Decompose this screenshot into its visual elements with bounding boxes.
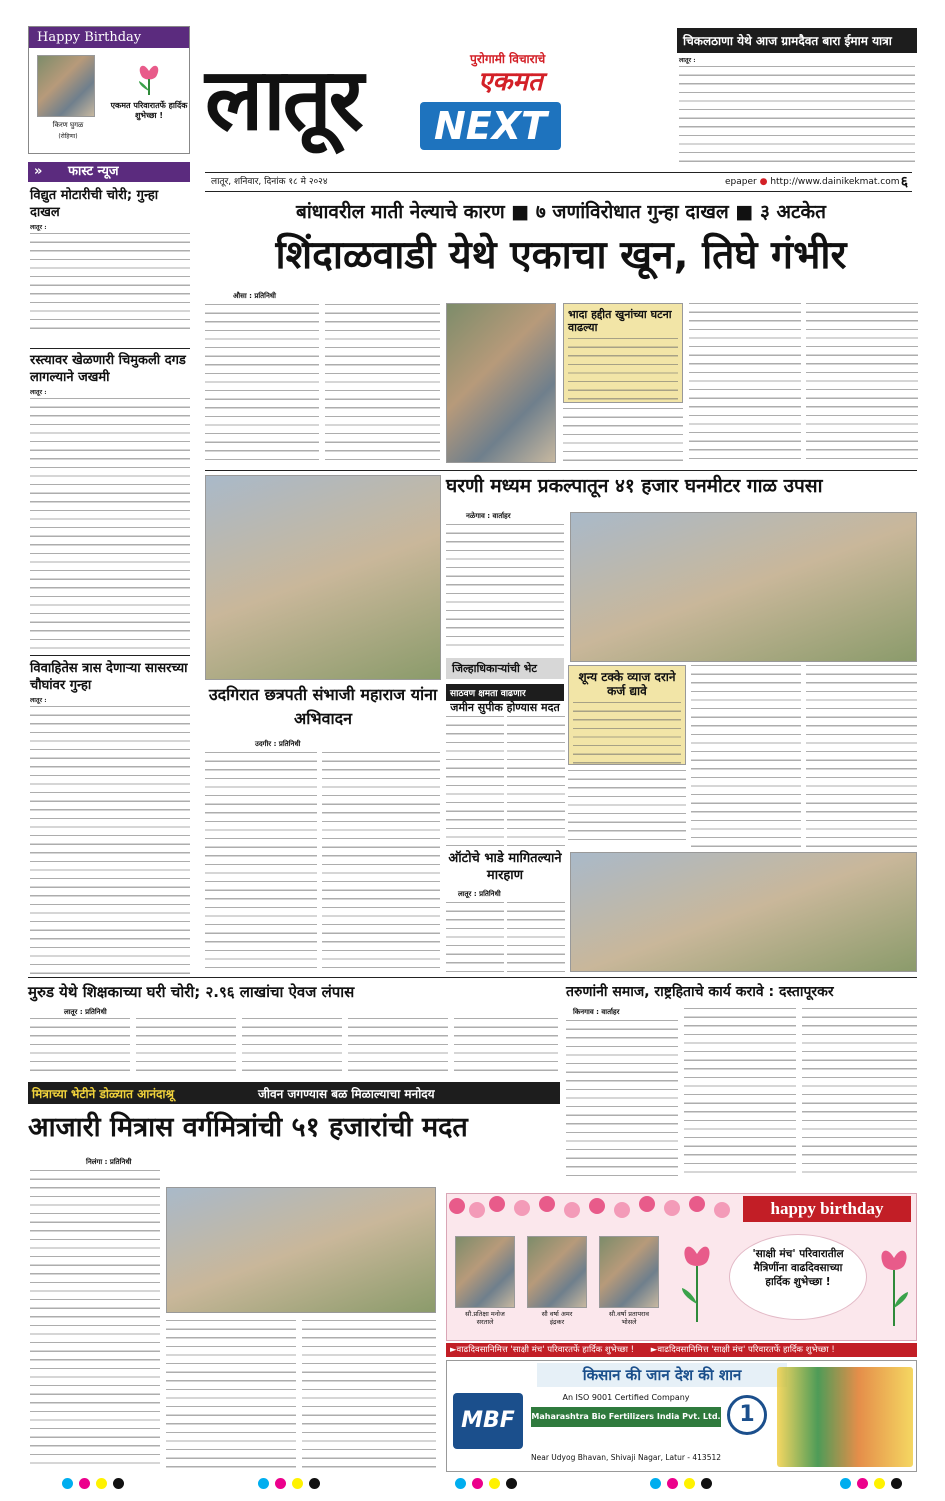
epaper-label: epaper ● http://www.dainikekmat.com [725, 177, 900, 187]
loan-box-headline: शून्य टक्के व्याज दराने कर्ज द्यावे [578, 670, 676, 698]
youth-body-col2 [684, 1008, 796, 1180]
murud-headline: मुरुड येथे शिक्षकाच्या घरी चोरी; २.९६ लाखांचा ऐवज लंपास [28, 983, 355, 1001]
registration-marks [840, 1478, 902, 1489]
yellow-dot [96, 1478, 107, 1489]
sambhaji-byline: उदगीर : प्रतिनिधी [255, 740, 301, 748]
side-box-headline: भादा हद्दीत खुनांच्या घटना वाढल्या [568, 308, 672, 334]
person-caption: सौ वर्षा अमर इंद्रकर [541, 1310, 573, 1326]
friends-body-col2 [166, 1320, 296, 1470]
ticker-text: वाढदिवसानिमित्त 'साक्षी मंच' परिवारतर्फे हार्दिक शुभेच्छा ! [456, 1345, 635, 1355]
cyan-dot [62, 1478, 73, 1489]
mbf-address: Near Udyog Bhavan, Shivaji Nagar, Latur - 413512 [531, 1453, 722, 1462]
dam-body-col4 [568, 770, 686, 846]
person-caption: सौ.वर्षा प्रतापराव भोसले [609, 1310, 649, 1326]
top-right-byline: लातूर : [679, 57, 696, 64]
globe-icon: ● [759, 177, 768, 187]
black-dot [113, 1478, 124, 1489]
birthday-place: (रोहिणा) [58, 133, 78, 140]
birthday-wish: एकमत परिवारातर्फे हार्दिक शुभेच्छा ! [110, 101, 188, 120]
site-url[interactable]: http://www.dainikekmat.com [770, 177, 900, 187]
sambhaji-body-col1 [205, 752, 317, 972]
lead-body-col3 [563, 408, 683, 466]
birthday-title: Happy Birthday [29, 27, 189, 48]
tulip-icon [129, 57, 169, 97]
fast-news-title: विद्युत मोटारीची चोरी; गुन्हा दाखल [30, 188, 159, 220]
top-right-story [677, 28, 917, 166]
murud-byline: लातूर : प्रतिनिधी [64, 1008, 107, 1016]
dam-byline: नळेगाव : वार्ताहर [466, 512, 511, 520]
lead-body-col5 [806, 303, 918, 463]
friends-body-col1 [30, 1170, 160, 1470]
mbf-logo: MBF [453, 1393, 523, 1449]
product-pack-image [777, 1367, 913, 1467]
dam-body-col3 [507, 716, 565, 846]
birthday-ad-title: happy birthday [743, 1196, 911, 1222]
top-right-headline: चिकलठाणा येथे आज ग्रामदैवत बारा ईमाम यात्रा [677, 28, 917, 53]
dateline-bar [205, 172, 912, 192]
sambhaji-body-col2 [322, 752, 440, 972]
masthead-tagline: पुरोगामी विचाराचे [470, 52, 546, 66]
masthead-title: लातूर [205, 50, 361, 150]
birthday-ticker: ►वाढदिवसानिमित्त 'साक्षी मंच' परिवारतर्फे हार्दिक शुभेच्छा ! ►वाढदिवसानिमित्त 'साक्षी मंच' परिवारतर्फे हार्दिक शुभेच्छा ! [446, 1343, 917, 1357]
auto-headline: ऑटोचे भाडे मागितल्याने मारहाण [448, 851, 562, 883]
page-number: ६ [900, 174, 908, 190]
person-photo [599, 1236, 659, 1308]
lead-body-col4 [689, 303, 801, 463]
fast-news-title: विवाहितेस त्रास देणाऱ्या सासरच्या चौघांवर गुन्हा [30, 661, 188, 693]
mbf-iso: An ISO 9001 Certified Company [562, 1393, 690, 1402]
youth-body-col3 [802, 1008, 917, 1180]
tulip-icon [871, 1238, 917, 1328]
lead-body-col1 [205, 304, 319, 464]
lead-byline: औसा : प्रतिनिधी [233, 292, 276, 300]
murud-body-col4 [348, 1018, 448, 1078]
magenta-dot [79, 1478, 90, 1489]
murud-body-col5 [454, 1018, 558, 1078]
birthday-ad-text: 'साक्षी मंच' परिवारातील मैत्रिणींना वाढदिवसाच्या हार्दिक शुभेच्छा ! [729, 1234, 867, 1320]
ticker-text: वाढदिवसानिमित्त 'साक्षी मंच' परिवारतर्फे हार्दिक शुभेच्छा ! [657, 1345, 835, 1355]
dateline: लातूर, शनिवार, दिनांक १८ मे २०२४ [211, 177, 328, 187]
birthday-photo [37, 55, 95, 117]
fast-news-item [30, 187, 190, 332]
masthead-brand: एकमत [478, 67, 543, 97]
friends-kicker2: जीवन जगण्यास बळ मिळाल्याचा मनोदय [258, 1087, 435, 1101]
registration-marks [455, 1478, 517, 1489]
birthday-box [28, 26, 190, 154]
fast-news-item [30, 352, 190, 657]
person-photo [455, 1236, 515, 1308]
friends-kicker-bar [28, 1082, 560, 1104]
murud-body-col1 [30, 1018, 130, 1078]
auto-body-col1 [446, 902, 504, 974]
youth-event-photo [570, 852, 917, 972]
person-caption: सौ.प्रतिक्षा मनोज सरताले [465, 1310, 505, 1326]
top-right-body [679, 66, 915, 165]
fast-news-label: फास्ट न्यूज [68, 164, 119, 179]
dam-subtitle: जमीन सुपीक होण्यास मदत [450, 701, 560, 714]
mbf-company: Maharashtra Bio Fertilizers India Pvt. Ltd. [531, 1407, 721, 1427]
masthead-next-logo: NEXT [420, 102, 561, 150]
youth-body-col1 [566, 1020, 678, 1180]
birthday-name: किरण घुगळ [52, 121, 84, 129]
murud-body-col2 [136, 1018, 236, 1078]
dam-body-col5 [691, 665, 801, 847]
fast-news-byline: लातूर : [30, 389, 47, 396]
fast-news-byline: लातूर : [30, 697, 47, 704]
statue-photo [205, 475, 441, 680]
registration-marks [258, 1478, 320, 1489]
auto-byline: लातूर : प्रतिनिधी [458, 890, 501, 898]
friends-photo [166, 1187, 436, 1313]
dam-body-col1 [446, 524, 564, 652]
fast-news-item [30, 660, 190, 982]
victim-photo [446, 303, 556, 463]
person-photo [527, 1236, 587, 1308]
registration-marks [650, 1478, 712, 1489]
dam-headline: घरणी मध्यम प्रकल्पातून ४१ हजार घनमीटर गाळ उपसा [446, 475, 823, 497]
fast-news-byline: लातूर : [30, 224, 47, 231]
dam-body-col2 [446, 716, 504, 846]
mbf-ad [446, 1360, 917, 1472]
side-box [563, 303, 683, 403]
lead-body-col2 [325, 304, 440, 464]
dam-subhead: जिल्हाधिकाऱ्यांची भेट [446, 658, 564, 679]
friends-headline: आजारी मित्रास वर्गमित्रांची ५१ हजारांची मदत [28, 1112, 468, 1143]
dam-body-col6 [806, 665, 917, 847]
balloon-icon [447, 1194, 737, 1224]
youth-byline: किनगाव : वार्ताहर [573, 1008, 620, 1016]
friends-body-col3 [302, 1320, 436, 1470]
dam-subkicker: साठवण क्षमता वाढणार [446, 684, 564, 701]
auto-body-col2 [507, 902, 565, 974]
murud-body-col3 [242, 1018, 342, 1078]
double-arrow-icon: » [34, 164, 43, 179]
dam-photo [570, 512, 917, 662]
friends-byline: निलंगा : प्रतिनिधी [86, 1158, 132, 1166]
friends-kicker: मित्राच्या भेटीने डोळ्यात आनंदाश्रू [32, 1087, 175, 1101]
youth-headline: तरुणांनी समाज, राष्ट्रहिताचे कार्य करावे : दस्तापूरकर [566, 984, 834, 1000]
fast-news-bar [28, 162, 190, 182]
loan-box [568, 665, 686, 765]
lead-kicker: बांधावरील माती नेल्याचे कारण ■ ७ जणांविरोधात गुन्हा दाखल ■ ३ अटकेत [296, 201, 826, 223]
fast-news-title: रस्त्यावर खेळणारी चिमुकली दगड लागल्याने जखमी [30, 353, 186, 385]
birthday-ad [446, 1193, 917, 1341]
sambhaji-headline: उदगिरात छत्रपती संभाजी महाराज यांना अभिवादन [208, 685, 438, 728]
tulip-icon [672, 1234, 722, 1324]
lead-headline: शिंदाळवाडी येथे एकाचा खून, तिघे गंभीर [275, 233, 847, 278]
mbf-tagline: किसान की जान देश की शान [537, 1363, 787, 1387]
registration-marks [62, 1478, 124, 1489]
number-one-badge: 1 [727, 1395, 767, 1435]
